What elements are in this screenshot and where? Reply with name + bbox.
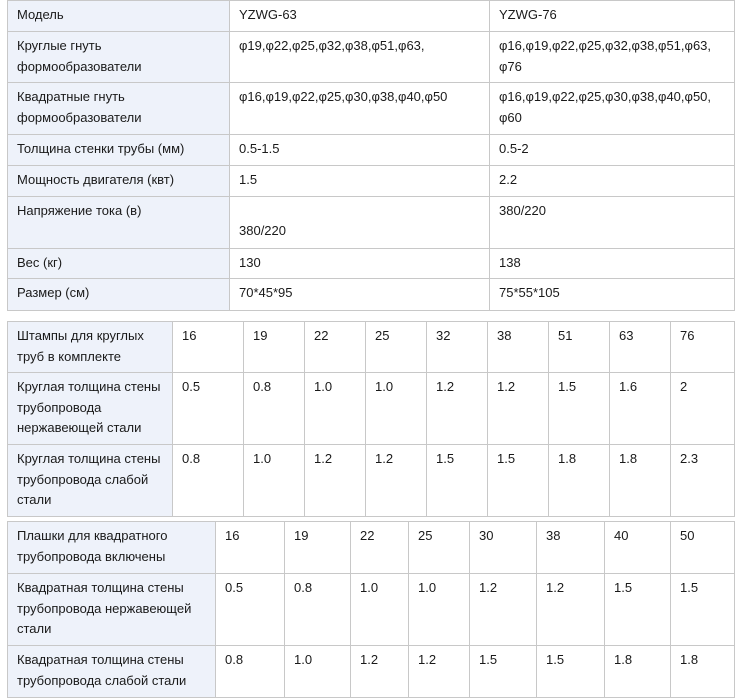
- table-cell: 1.2: [366, 445, 427, 517]
- table-cell: 0.8: [173, 445, 244, 517]
- row-label: Круглая толщина стены трубопровода нержавеющей стали: [8, 373, 173, 445]
- table-cell: 0.5: [173, 373, 244, 445]
- row-label: Мощность двигателя (квт): [8, 166, 230, 197]
- model-63-cell: 0.5-1.5: [230, 135, 490, 166]
- row-label: Плашки для квадратного трубопровода включены: [8, 522, 216, 574]
- table-cell: 22: [305, 322, 366, 373]
- table-cell: 1.5: [427, 445, 488, 517]
- table-cell: 16: [173, 322, 244, 373]
- table-row: [8, 279, 735, 311]
- table-cell: 1.8: [605, 646, 671, 698]
- table-cell: 1.2: [351, 646, 409, 698]
- table-cell: 1.2: [305, 445, 366, 517]
- table-cell: 19: [285, 522, 351, 574]
- table-cell: 1.5: [537, 646, 605, 698]
- table-cell: 0.8: [244, 373, 305, 445]
- table-cell: 63: [610, 322, 671, 373]
- table-cell: 76: [671, 322, 735, 373]
- table-cell: 16: [216, 522, 285, 574]
- table-row: [8, 373, 735, 445]
- table-cell: 50: [671, 522, 735, 574]
- model-63-cell: 1.5: [230, 166, 490, 197]
- round-dies-table: [7, 321, 735, 517]
- table-cell: 1.0: [409, 574, 470, 646]
- model-76-cell: 0.5-2: [490, 135, 735, 166]
- square-dies-table: [7, 521, 735, 698]
- table-row: [8, 445, 735, 517]
- table-row: [8, 32, 735, 83]
- table-cell: 1.2: [537, 574, 605, 646]
- model-63-cell: φ19,φ22,φ25,φ32,φ38,φ51,φ63,: [230, 32, 490, 83]
- table-cell: 25: [366, 322, 427, 373]
- table-cell: 1.2: [409, 646, 470, 698]
- row-label: Квадратная толщина стены трубопровода нержавеющей стали: [8, 574, 216, 646]
- table-row: [8, 1, 735, 32]
- table-cell: 1.5: [549, 373, 610, 445]
- table-row: [8, 574, 735, 646]
- table-cell: 30: [470, 522, 537, 574]
- table-cell: 2: [671, 373, 735, 445]
- table-cell: 1.5: [605, 574, 671, 646]
- row-label: Круглые гнуть формообразователи: [8, 32, 230, 83]
- model-63-cell: YZWG-63: [230, 1, 490, 32]
- table-cell: 1.5: [671, 574, 735, 646]
- model-76-cell: φ16,φ19,φ22,φ25,φ30,φ38,φ40,φ50, φ60: [490, 83, 735, 135]
- row-label: Размер (см): [8, 279, 230, 311]
- table-cell: 0.8: [285, 574, 351, 646]
- table-cell: 22: [351, 522, 409, 574]
- table-cell: 38: [537, 522, 605, 574]
- model-63-cell: φ16,φ19,φ22,φ25,φ30,φ38,φ40,φ50: [230, 83, 490, 135]
- table-cell: 1.8: [549, 445, 610, 517]
- model-63-cell: 380/220: [230, 197, 490, 249]
- table-row: [8, 646, 735, 698]
- row-label: Модель: [8, 1, 230, 32]
- table-cell: 2.3: [671, 445, 735, 517]
- table-cell: 0.8: [216, 646, 285, 698]
- row-label: Толщина стенки трубы (мм): [8, 135, 230, 166]
- table-row: [8, 197, 735, 249]
- table-cell: 51: [549, 322, 610, 373]
- table-cell: 19: [244, 322, 305, 373]
- model-76-cell: φ16,φ19,φ22,φ25,φ32,φ38,φ51,φ63, φ76: [490, 32, 735, 83]
- model-76-cell: 138: [490, 249, 735, 279]
- table-row: [8, 135, 735, 166]
- table-row: [8, 166, 735, 197]
- table-row: [8, 522, 735, 574]
- model-76-cell: 2.2: [490, 166, 735, 197]
- table-cell: 1.0: [366, 373, 427, 445]
- table-cell: 1.2: [470, 574, 537, 646]
- table-row: [8, 249, 735, 279]
- model-76-cell: 75*55*105: [490, 279, 735, 311]
- table-cell: 1.8: [671, 646, 735, 698]
- spec-table: [7, 0, 735, 311]
- model-76-cell: 380/220: [490, 197, 735, 249]
- table-cell: 1.0: [305, 373, 366, 445]
- table-row: [8, 322, 735, 373]
- model-63-cell: 70*45*95: [230, 279, 490, 311]
- table-cell: 38: [488, 322, 549, 373]
- row-label: Напряжение тока (в): [8, 197, 230, 249]
- table-cell: 1.2: [488, 373, 549, 445]
- row-label: Вес (кг): [8, 249, 230, 279]
- table-cell: 40: [605, 522, 671, 574]
- model-76-cell: YZWG-76: [490, 1, 735, 32]
- table-cell: 1.5: [470, 646, 537, 698]
- table-cell: 1.2: [427, 373, 488, 445]
- row-label: Квадратные гнуть формообразователи: [8, 83, 230, 135]
- table-cell: 1.5: [488, 445, 549, 517]
- model-63-cell: 130: [230, 249, 490, 279]
- table-cell: 1.0: [351, 574, 409, 646]
- table-cell: 1.0: [244, 445, 305, 517]
- table-cell: 32: [427, 322, 488, 373]
- row-label: Квадратная толщина стены трубопровода слабой стали: [8, 646, 216, 698]
- table-row: [8, 83, 735, 135]
- table-cell: 0.5: [216, 574, 285, 646]
- table-cell: 1.6: [610, 373, 671, 445]
- table-cell: 25: [409, 522, 470, 574]
- table-cell: 1.0: [285, 646, 351, 698]
- table-cell: 1.8: [610, 445, 671, 517]
- row-label: Круглая толщина стены трубопровода слабой стали: [8, 445, 173, 517]
- row-label: Штампы для круглых труб в комплекте: [8, 322, 173, 373]
